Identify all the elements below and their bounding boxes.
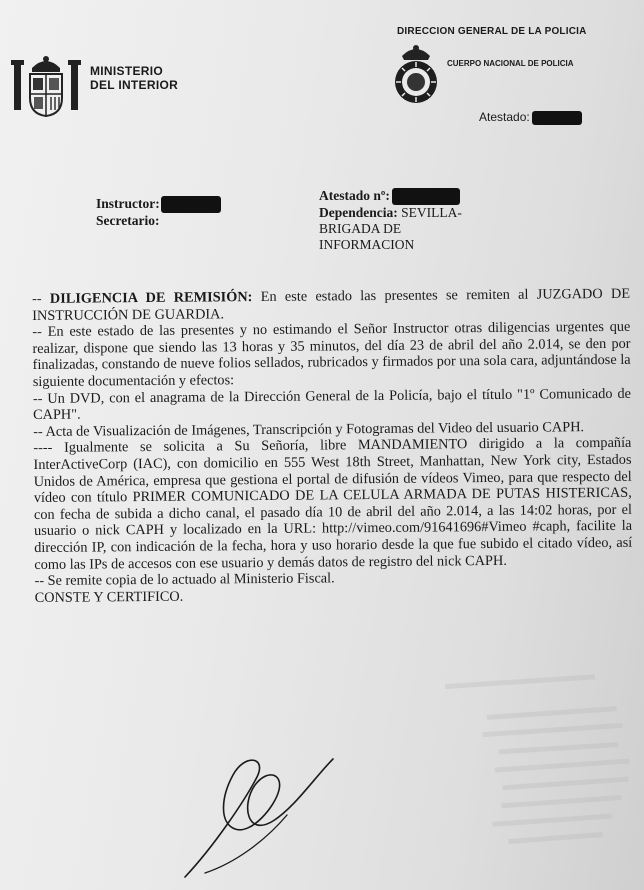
document-body bbox=[32, 286, 633, 606]
police-badge-icon bbox=[392, 42, 440, 108]
spanish-coat-of-arms-icon bbox=[8, 50, 84, 120]
show-through-texture bbox=[425, 665, 644, 886]
redaction-mark bbox=[161, 196, 221, 213]
diligencia-heading: DILIGENCIA DE REMISIÓN: bbox=[49, 289, 253, 307]
paragraph-acta: -- Acta de Visualización de Imágenes, Transcripción y Fotogramas del Video del usuario CAPH. bbox=[33, 418, 585, 440]
handwritten-signature bbox=[175, 745, 345, 885]
atestado-label: Atestado: bbox=[479, 110, 530, 124]
instructor-label: Instructor: bbox=[96, 196, 160, 211]
redaction-mark bbox=[392, 188, 460, 205]
instructor-block bbox=[96, 196, 221, 229]
dependencia-label: Dependencia: bbox=[319, 205, 398, 221]
ministry-line-2: DEL INTERIOR bbox=[90, 78, 179, 92]
paragraph-finalization: -- En este estado de las presentes y no estimando el Señor Instructor otras diligencias urgentes que realizar, dispone que siendo las 13 horas y 35 minutos, del día 23 de abril del año 2.014, se den por finalizadas, constando de nueve folios sellados, rubricados y firmados por una sola cara, adjuntándose la siguiente documentación y efectos: bbox=[32, 318, 631, 390]
paragraph-certifico: CONSTE Y CERTIFICO. bbox=[34, 588, 184, 606]
dependencia-value-3: INFORMACION bbox=[319, 237, 415, 253]
paragraph-mandamiento: ---- Igualmente se solicita a Su Señoría, libre MANDAMIENTO dirigido a la compañía InterActiveCorp (IAC), con domicilio en 555 West 18th Street, Manhattan, New York city, Estados Unidos de América, empresa que gestiona el portal de difusión de vídeos Vimeo, para que respecto del vídeo con título PRIMER COMUNICADO DE LA CELULA ARMADA DE PUTAS HISTERICAS, con fecha de subida a dicho canal, el pasado día 10 de abril del año 2.014, a las 14:02 horas, por el usuario o nick CAPH y localizado en la URL: http://vimeo.com/91641696#Vimeo #caph, facilite la dirección IP, con indicación de la fecha, hora y uso horario desde la que fue subido el citado vídeo, así como las IPs de accesos con ese usuario y demás datos de registro del nick CAPH. bbox=[33, 435, 633, 573]
dependencia-value-2: BRIGADA DE bbox=[319, 221, 402, 237]
instructor-row bbox=[96, 196, 221, 213]
ministry-line-1: MINISTERIO bbox=[90, 64, 164, 78]
diligencia-text: En este estado las presentes se remiten al JUZGADO DE INSTRUCCIÓN DE GUARDIA. bbox=[32, 285, 631, 324]
secretario-label: Secretario: bbox=[96, 213, 160, 229]
redaction-mark bbox=[532, 111, 582, 125]
atestado-no-row bbox=[319, 188, 462, 205]
atestado-field-top bbox=[479, 110, 582, 125]
ministry-name bbox=[90, 64, 178, 92]
paragraph-dvd: -- Un DVD, con el anagrama de la Dirección General de la Policía, bajo el título "1º Comunicado de CAPH". bbox=[32, 385, 631, 424]
dependencia-row bbox=[319, 205, 462, 221]
dash-prefix: -- bbox=[32, 290, 50, 307]
atestado-no-label: Atestado nº: bbox=[319, 188, 390, 203]
dependencia-value-1: SEVILLA- bbox=[401, 205, 462, 221]
dgp-heading: DIRECCION GENERAL DE LA POLICIA bbox=[397, 26, 587, 37]
cnp-heading: CUERPO NACIONAL DE POLICIA bbox=[447, 59, 574, 68]
case-info-block bbox=[319, 188, 462, 253]
paragraph-fiscal: -- Se remite copia de lo actuado al Ministerio Fiscal. bbox=[34, 570, 335, 590]
paragraph-diligencia bbox=[32, 286, 630, 324]
